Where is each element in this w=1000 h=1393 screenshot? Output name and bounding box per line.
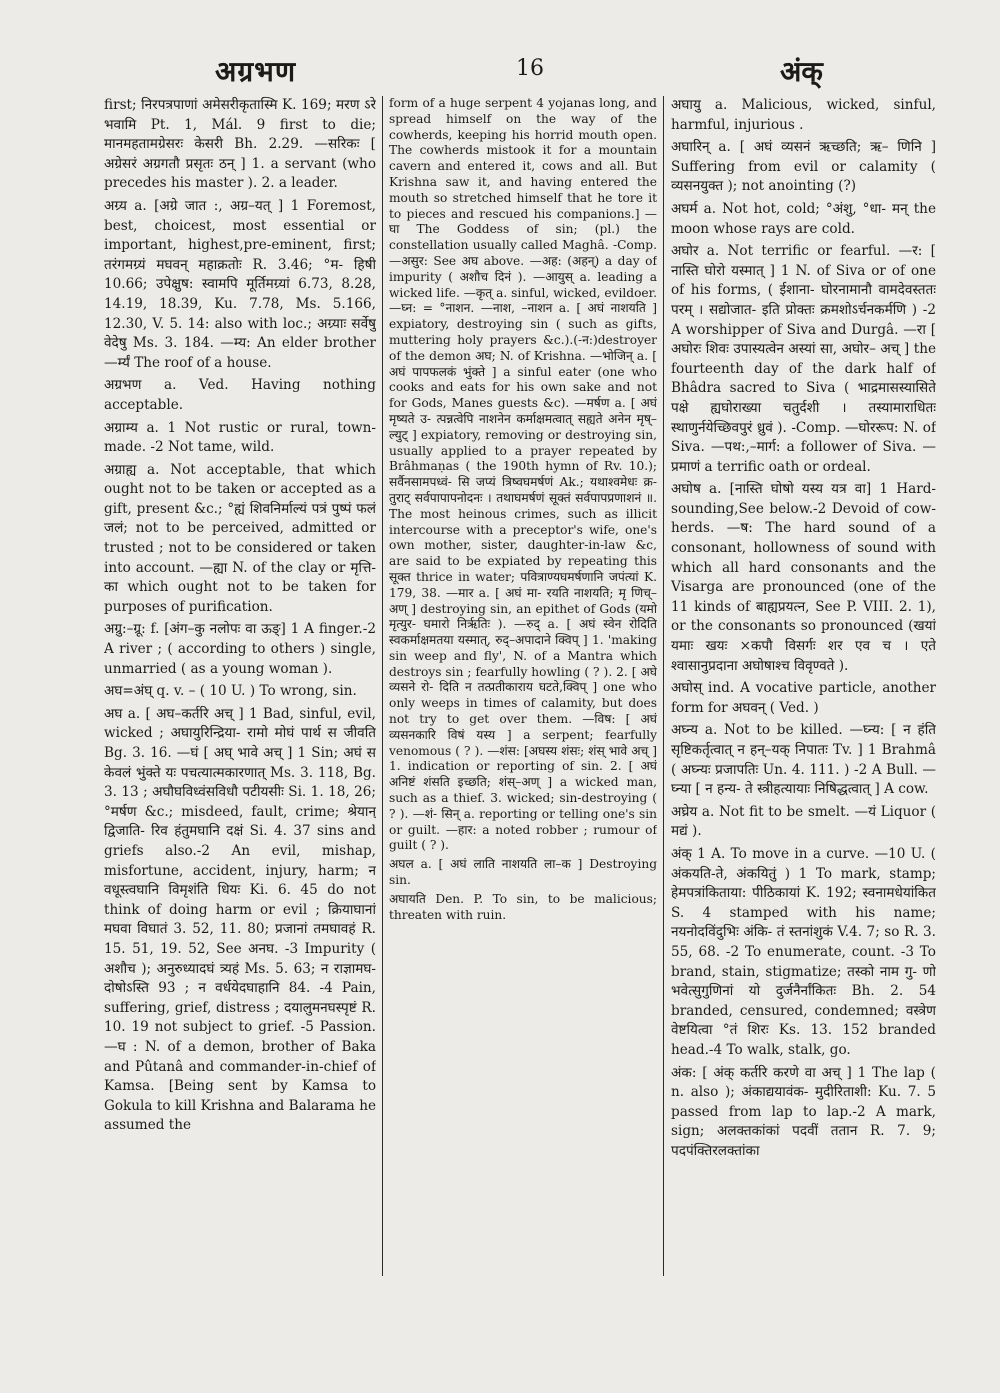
column-divider: [382, 96, 383, 1276]
dictionary-entry: अघ्न्य a. Not to be killed. —घ्न्य: [ न हंति सृष्टिकर्तृत्वात् न हन्–यक् निपातः Tv. ] 1 Brahmâ ( अघ्न्यः प्रजापतिः Un. 4. 111. ) -2 A Bull. —घ्न्या [ न हन्य- ते स्त्रीहत्यायाः निषिद्धत्वात् ] A cow.: [671, 722, 936, 798]
dictionary-entry: अघायु a. Malicious, wicked, sinful, harmful, injurious .: [671, 97, 936, 133]
dictionary-entry: अघ a. [ अघ–कर्तरि अच् ] 1 Bad, sinful, evil, wicked ; अघायुरिन्द्रिया- रामो मोघं पार्थ स जीवति Bg. 3. 16. —घं [ अघ् भावे अच् ] 1 Sin; अघं स केवलं भुंक्ते यः पचत्यात्मकारणात् Ms. 3. 118, Bg. 3. 13 ; अघौघविध्वंसविधौ पटीयसीः Si. 1. 18, 26; °मर्षण &c.; misdeed, fault, crime; श्रेयान् द्विजाति- रिव हंतुमघानि दक्षं Si. 4. 37 sins and griefs also.-2 An evil, mishap, misfortune, accident, injury, harm; न वधूस्त्वघानि विमृशंति धियः Ki. 6. 45 do not think of doing harm or evil ; क्रियाघानां मघवा विघातं 3. 52, 11. 80; प्रजानां तमघावहं R. 15. 51, 19. 52, See अनघ. -3 Impurity ( अशौच ); अनुरुध्यादघं त्र्यहं Ms. 5. 63; न राज्ञामघ- दोषोऽस्ति 93 ; न वर्धयेदघाहानि 84. -4 Pain, suffering, grief, distress ; दयालुमनघस्पृष्टं R. 10. 19 not subject to grief. -5 Passion. —घ : N. of a demon, brother of Baka and Pûtanâ and commander-in-chief of Kamsa. [Being sent by Kamsa to Gokula to kill Krishna and Balarama he assumed the: [104, 705, 376, 1134]
dictionary-entry: अघोर a. Not terrific or fearful. —र: [ नास्ति घोरो यस्मात् ] 1 N. of Siva or of one of his forms, ( ईशाना- घोरनामानौ वामदेवस्ततः परम् । सद्योजात- इति प्रोक्तः क्रमशोऽर्चनकर्मणि ) -2 A worshipper of Siva and Durgâ. —रा [ अघोरः शिवः उपास्यत्वेन अस्यां सा, अघोर– अच् ] the fourteenth day of the dark half of Bhâdra sacred to Siva ( भाद्रमासस्यासिते पक्षे ह्यघोराख्या चतुर्दशी । तस्यामाराधितः स्थाणुर्नयेच्छिवपुरं ध्रुवं ). -Comp. —घोररूप: N. of Siva. —पथ:,–मार्ग: a follower of Siva. —प्रमाणं a terrific oath or ordeal.: [671, 243, 936, 475]
dictionary-entry: अघ्रेय a. Not fit to be smelt. —यं Liquor ( मद्यं ).: [671, 803, 936, 840]
column-divider: [663, 96, 664, 1276]
dictionary-entry: अघायति Den. P. To sin, to be malicious; threaten with ruin.: [389, 891, 657, 922]
dictionary-entry: अघ=अंघ् q. v. – ( 10 U. ) To wrong, sin.: [104, 683, 357, 700]
dictionary-entry: अंक् 1 A. To move in a curve. —10 U. ( अंकयति-ते, अंकयितुं ) 1 To mark, stamp; हेमपत्रांकिताया: पीठिकायां K. 192; स्वनामधेयांकित S. 4 stamped with his name; नयनोदविंदुभिः अंकि- तं स्तनांशुकं V.4. 7; so R. 3. 55, 68. -2 To enumerate, count. -3 To brand, stain, stigmatize; तस्को नाम गु- णो भवेत्सुगुणिनां यो दुर्जनैर्नांकितः Bh. 2. 54 branded, censured, condemned; वस्त्रेण वेष्टयित्वा °तं शिरः Ks. 13. 152 branded head.-4 To walk, stalk, go.: [671, 845, 936, 1058]
dictionary-entry: अघारिन् a. [ अघं व्यसनं ऋच्छति; ऋ– णिनि ] Suffering from evil or calamity ( व्यसनयुक्त ); not anointing (?): [671, 139, 936, 195]
column-2: [389, 96, 657, 1276]
dictionary-entry: अघल a. [ अघं लाति नाशयति ला–क ] Destroying sin.: [389, 857, 657, 888]
column-3: [671, 96, 936, 1276]
left-running-head: अग्रभण: [215, 55, 297, 88]
dictionary-entry: अग्राम्य a. 1 Not rustic or rural, town-made. -2 Not tame, wild.: [104, 419, 376, 456]
dictionary-entry: अग्राह्य a. Not acceptable, that which ought not to be taken or accepted as a gift, present &c.; °ह्यं शिवनिर्माल्यं पत्रं पुष्पं फलं जलं; not to be perceived, admitted or trusted ; not to be considered or taken into account. —ह्या N. of the clay or मृत्ति- का which ought not to be taken for purposes of purification.: [104, 461, 376, 615]
dictionary-entry: अंक: [ अंक् कर्तरि करणे वा अच् ] 1 The lap ( n. also ); अंकाद्ययावंक- मुदीरिताशी: Ku. 7. 5 passed from lap to lap.-2 A mark, sign; अलक्तकांकां पदवीं ततान R. 7. 9; पदपंक्तिरलक्तांका: [671, 1064, 936, 1159]
column-1: [104, 96, 376, 1276]
dictionary-entry: first; निरपत्रपाणां अमेसरीकृतास्मि K. 169; मरण ऽरे भवामि Pt. 1, Mál. 9 first to die; मानमहतामग्रेसरः केसरी Bh. 2.29. —सरिकः [ अग्रेसरं अग्रगतौ प्रसृतः ठन् ] 1. a servant (who precedes his master ). 2. a leader.: [104, 97, 376, 192]
dictionary-entry: अग्रु:–ग्रू: f. [अंग–कु नलोपः वा ऊङ्] 1 A finger.-2 A river ; ( according to others ) single, unmarried ( as a young woman ).: [104, 621, 376, 677]
right-running-head: अंक्: [780, 55, 823, 88]
page-header: [0, 52, 1000, 92]
dictionary-entry: अघर्म a. Not hot, cold; °अंशु, °धा- मन् the moon whose rays are cold.: [671, 200, 936, 237]
dictionary-entry: अग्रभण a. Ved. Having nothing acceptable.: [104, 377, 376, 413]
dictionary-entry: अघोष a. [नास्ति घोषो यस्य यत्र वा] 1 Hard-sounding,See below.-2 Devoid of cow-herds. —ष: The hard sound of a consonant, hollowness of sound with which all hard consonants and the Visarga are pronounced (one of the 11 kinds of बाह्यप्रयत्न, See P. VIII. 2. 1), or the consonants so pronounced (खयां यमाः खयः ×कपौ विसर्गः शर एव च । एते श्वासानुप्रदाना अघोषाश्च विवृण्वते ).: [671, 481, 936, 674]
dictionary-entry: अघोस् ind. A vocative particle, another form for अघवन् ( Ved. ): [671, 680, 936, 716]
dictionary-entry: अग्र्य a. [अग्रे जात :, अग्र–यत् ] 1 Foremost, best, choicest, most essential or important, highest,pre-eminent, first; तरंगमग्र्यं मघवन् महाक्रतोः R. 3.46; °म- हिषी 10.66; उपेक्षुष: स्वामपि मूर्तिमग्र्यां 6.73, 8.28, 14.19, 18.39, Ku. 7.78, Ms. 5.166, 12.30, V. 5. 14: also with loc.; अग्र्याः सर्वेषु वेदेषु Ms. 3. 184. —म्य: An elder brother —र्म्यं The roof of a house.: [104, 197, 376, 371]
page-number: 16: [516, 56, 544, 81]
dictionary-entry: form of a huge serpent 4 yojanas long, and spread himself on the way of the cowherds, keeping his horrid mouth open. The cowherds mistook it for a mountain cavern and entered it, cows and all. But Krishna saw it, and having entered the mouth so stretched himself that he tore it to pieces and rescued his companions.] —घा The Goddess of sin; (pl.) the constellation usually called Maghâ. -Comp. —असुर: See अघ above. —अह: (अहन्) a day of impurity ( अशौच दिनं ). —आयुस् a. leading a wicked life. —कृत् a. sinful, wicked, evildoer. —घ्न: = °नाशन. —नाश, –नाशन a. [ अघं नाशयति ] expiatory, destroying sin ( such as gifts, muttering holy prayers &c.).(-न:)destroyer of the demon अघ; N. of Krishna. —भोजिन् a. [ अघं पापफलकं भुंक्ते ] a sinful eater (one who cooks and eats for his own sake and not for Gods, Manes guests &c). —मर्षण a. [ अघं मृष्यते उ- त्पन्नत्वेपि नाशनेन कर्माक्षमत्वात् सह्यते अनेन मृष्–ल्युट् ] expiatory, removing or destroying sin, usually applied to a prayer repeated by Brâhmaṇas ( the 190th hymn of Rv. 10.); सर्वैनसामपध्वं- सि जप्यं त्रिष्वघमर्षणं Ak.; यथाश्वमेधः क्र- तुराट् सर्वपापापनोदनः । तथाघमर्षणं सूक्तं सर्वपापप्रणाशनं ॥. The most heinous crimes, such as illicit intercourse with a preceptor's wife, one's own mother, sister, daughter-in-law &c, are said to be expiated by repeating this सूक्त thrice in water; पवित्राण्यघमर्षणानि जपंत्यां K. 179, 38. —मार a. [ अघं मा- रयति नाशयति; मृ णिच्–अण् ] destroying sin, an epithet of Gods (यमो मृत्युर- घमारो निर्ऋतिः ). —रुद् a. [ अघं स्वेन रोदिति स्वकर्माक्षमतया यस्मात्, रुद्–अपादाने क्विप् ] 1. 'making sin weep and fly', N. of a Mantra which destroys sin ; fearfully howling ( ? ). 2. [ अघे व्यसने रो- दिति न तत्प्रतीकाराय घटते,क्विप् ] one who only weeps in times of calamity, but does not try to get over them. —विष: [ अघं व्यसनकारि विषं यस्य ] a serpent; fearfully venomous ( ? ). —शंस: [अघस्य शंसः; शंस् भावे अच् ] 1. indication or reporting of sin. 2. [ अघं अनिष्टं शंसति इच्छति; शंस्–अण् ] a wicked man, such as a thief. 3. wicked; sin-destroying ( ? ). —शं- सिन् a. reporting or telling one's sin or guilt. —हार: a noted robber ; rumour of guilt ( ? ).: [389, 96, 657, 853]
